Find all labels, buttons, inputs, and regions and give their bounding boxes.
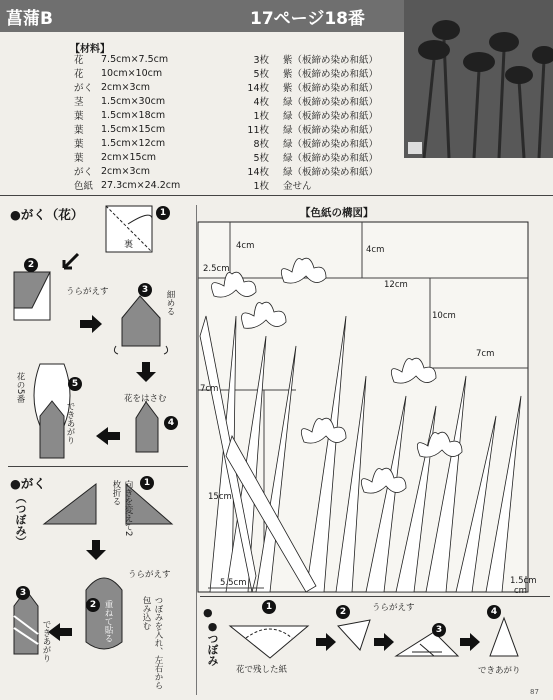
material-cell: 1.5cm×18cm bbox=[101, 109, 166, 121]
material-row bbox=[70, 136, 382, 150]
material-cell: 5枚 bbox=[253, 69, 270, 80]
material-cell: 3枚 bbox=[253, 55, 270, 66]
bud-step-2-marker: 2 bbox=[86, 598, 100, 612]
bud-step-4-marker: 4 bbox=[487, 605, 501, 619]
material-cell: 緑（板締め染め和紙） bbox=[283, 97, 379, 108]
material-cell: 金せん bbox=[283, 181, 312, 192]
dim-label: 4cm bbox=[366, 245, 385, 255]
material-row bbox=[70, 80, 382, 94]
material-cell: 紫（板締め染め和紙） bbox=[283, 83, 379, 94]
materials-table bbox=[70, 52, 382, 192]
page-title: 菖蒲B bbox=[6, 9, 53, 29]
bud-flip-label: うらがえす bbox=[128, 570, 171, 580]
material-cell: 葉 bbox=[74, 139, 84, 150]
material-cell: 色紙 bbox=[74, 181, 94, 192]
page-reference: 17ページ18番 bbox=[250, 9, 365, 29]
bud-done-label: できあがり bbox=[478, 666, 521, 676]
step-2-marker: 2 bbox=[24, 258, 38, 272]
layout-diagram bbox=[196, 196, 553, 600]
flip-label: うらがえす bbox=[66, 287, 109, 297]
step-5-marker: 5 bbox=[68, 377, 82, 391]
calyx-bud-title: ●がく bbox=[10, 476, 46, 491]
material-cell: 紫（板締め染め和紙） bbox=[283, 69, 379, 80]
material-row bbox=[70, 150, 382, 164]
narrow-label: 細める bbox=[165, 290, 175, 316]
flower-side-label: 花の5番 bbox=[15, 372, 25, 403]
materials-heading: 【材料】 bbox=[70, 44, 110, 55]
bud-step-1-marker: 1 bbox=[140, 476, 154, 490]
material-cell: 1.5cm×30cm bbox=[101, 95, 166, 107]
dim-label: 15cm bbox=[208, 492, 232, 502]
material-cell: 1.5cm×15cm bbox=[101, 123, 166, 135]
insert-label: つぼみを入れ、左右から包み込む bbox=[141, 596, 163, 690]
fold-label: 向きを変えて2枚折る bbox=[111, 480, 133, 537]
dim-label: 2.5cm bbox=[203, 264, 230, 274]
page-number: 87 bbox=[530, 688, 539, 696]
dim-label: cm bbox=[514, 586, 527, 596]
bud-step-3-marker: 3 bbox=[16, 586, 30, 600]
dim-label: 10cm bbox=[432, 311, 456, 321]
material-cell: 14枚 bbox=[247, 167, 270, 178]
bud-step-1-marker: 1 bbox=[262, 600, 276, 614]
material-row bbox=[70, 164, 382, 178]
dim-label: 4cm bbox=[236, 241, 255, 251]
calyx-flower-title: ●がく（花） bbox=[10, 207, 84, 222]
material-row bbox=[70, 52, 382, 66]
material-cell: 10cm×10cm bbox=[101, 67, 163, 79]
material-cell: 1枚 bbox=[253, 181, 270, 192]
material-cell: 2cm×15cm bbox=[101, 151, 157, 163]
material-cell: 4枚 bbox=[253, 97, 270, 108]
material-cell: 緑（板締め染め和紙） bbox=[283, 167, 379, 178]
bud-flip-label: うらがえす bbox=[372, 603, 415, 613]
material-cell: 葉 bbox=[74, 125, 84, 136]
calyx-bud-subtitle: （つぼみ） bbox=[14, 492, 27, 547]
material-cell: 14枚 bbox=[247, 83, 270, 94]
dim-label: 5.5cm bbox=[220, 578, 247, 588]
material-row bbox=[70, 108, 382, 122]
material-row bbox=[70, 66, 382, 80]
material-cell: 27.3cm×24.2cm bbox=[101, 179, 181, 191]
material-cell: 1枚 bbox=[253, 111, 270, 122]
step-1-marker: 1 bbox=[156, 206, 170, 220]
bud-title: ●つぼみ bbox=[206, 620, 219, 666]
dim-label: 7cm bbox=[476, 349, 495, 359]
material-cell: 花 bbox=[74, 69, 84, 80]
material-cell: 緑（板締め染め和紙） bbox=[283, 139, 379, 150]
material-cell: 7.5cm×7.5cm bbox=[101, 53, 169, 65]
flower-paper-label: 花で残した紙 bbox=[236, 665, 288, 675]
material-cell: 紫（板締め染め和紙） bbox=[283, 55, 379, 66]
bud-step-3-marker: 3 bbox=[432, 623, 446, 637]
sandwich-label: 花をはさむ bbox=[124, 394, 167, 404]
calyx-bud-diagrams bbox=[0, 466, 196, 700]
step-3-marker: 3 bbox=[138, 283, 152, 297]
done-label: できあがり bbox=[65, 402, 75, 445]
bud-done-label: できあがり bbox=[41, 620, 51, 663]
material-cell: 茎 bbox=[74, 97, 84, 108]
dim-label: 12cm bbox=[384, 280, 408, 290]
material-cell: 花 bbox=[74, 55, 84, 66]
back-label: 裏 bbox=[124, 240, 134, 250]
bud-step-2-marker: 2 bbox=[336, 605, 350, 619]
material-cell: 緑（板締め染め和紙） bbox=[283, 111, 379, 122]
material-cell: 11枚 bbox=[247, 125, 270, 136]
iris-photo bbox=[404, 0, 553, 158]
material-cell: がく bbox=[74, 83, 94, 94]
material-cell: 2cm×3cm bbox=[101, 165, 151, 177]
material-cell: がく bbox=[74, 167, 94, 178]
material-cell: 緑（板締め染め和紙） bbox=[283, 153, 379, 164]
step-4-marker: 4 bbox=[164, 416, 178, 430]
material-cell: 葉 bbox=[74, 111, 84, 122]
material-cell: 5枚 bbox=[253, 153, 270, 164]
material-row bbox=[70, 122, 382, 136]
material-cell: 緑（板締め染め和紙） bbox=[283, 125, 379, 136]
dim-label: 7cm bbox=[200, 384, 219, 394]
overlap-label: 重ねて貼る bbox=[103, 600, 113, 643]
bud-title-dot: ● bbox=[203, 606, 213, 619]
material-row bbox=[70, 94, 382, 108]
layout-title: 【色紙の構図】 bbox=[300, 207, 374, 219]
material-cell: 2cm×3cm bbox=[101, 81, 151, 93]
material-cell: 葉 bbox=[74, 153, 84, 164]
material-cell: 1.5cm×12cm bbox=[101, 137, 166, 149]
material-cell: 8枚 bbox=[253, 139, 270, 150]
dim-label: 1.5cm bbox=[510, 576, 537, 586]
material-row bbox=[70, 178, 382, 192]
